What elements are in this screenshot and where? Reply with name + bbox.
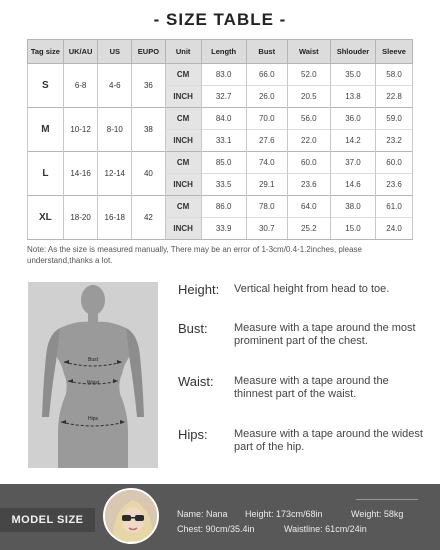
table-row <box>28 64 413 86</box>
waist-description: Measure with a tape around the thinnest part of the waist. <box>234 375 389 400</box>
us-cell: 4-6 <box>98 64 132 108</box>
waist-cell: 20.5 <box>287 86 330 108</box>
model-size-badge: MODEL SIZE <box>0 508 95 532</box>
shoulder-cell: 15.0 <box>330 218 375 240</box>
uk-au-cell: 14-16 <box>63 152 98 196</box>
eu-cell: 40 <box>132 152 166 196</box>
length-cell: 85.0 <box>201 152 246 174</box>
height-guide <box>178 282 418 312</box>
shoulder-cell: 38.0 <box>330 196 375 218</box>
length-cell: 33.1 <box>201 130 246 152</box>
header-us: US <box>98 40 132 64</box>
waist-guide <box>178 374 418 414</box>
height-label: Height: <box>178 282 220 297</box>
header-unit: Unit <box>165 40 201 64</box>
bust-cell: 70.0 <box>246 108 287 130</box>
shoulder-cell: 37.0 <box>330 152 375 174</box>
header-waist: Waist <box>287 40 330 64</box>
table-row <box>28 152 413 174</box>
sleeve-cell: 22.8 <box>376 86 413 108</box>
waist-figure-label: Waist <box>86 380 100 386</box>
unit-cell: CM <box>165 64 201 86</box>
body-silhouette <box>28 282 158 468</box>
us-cell: 8-10 <box>98 108 132 152</box>
length-cell: 32.7 <box>201 86 246 108</box>
shoulder-cell: 14.6 <box>330 174 375 196</box>
hips-label: Hips: <box>178 427 208 442</box>
body-figure-illustration <box>28 282 158 468</box>
length-cell: 84.0 <box>201 108 246 130</box>
header-bust: Bust <box>246 40 287 64</box>
shoulder-cell: 13.8 <box>330 86 375 108</box>
sleeve-cell: 61.0 <box>376 196 413 218</box>
length-cell: 83.0 <box>201 64 246 86</box>
header-eupo: EUPO <box>132 40 166 64</box>
unit-cell: CM <box>165 152 201 174</box>
tag-size-cell: S <box>28 64 64 108</box>
unit-cell: INCH <box>165 86 201 108</box>
bust-cell: 66.0 <box>246 64 287 86</box>
waist-cell: 64.0 <box>287 196 330 218</box>
bust-description: Measure with a tape around the most prominent part of the chest. <box>234 322 416 347</box>
bust-cell: 78.0 <box>246 196 287 218</box>
table-row <box>28 196 413 218</box>
model-name: Name: Nana <box>177 509 228 519</box>
unit-cell: INCH <box>165 218 201 240</box>
uk-au-cell: 10-12 <box>63 108 98 152</box>
waist-cell: 60.0 <box>287 152 330 174</box>
model-height: Height: 173cm/68in <box>245 509 323 519</box>
sleeve-cell: 23.2 <box>376 130 413 152</box>
length-cell: 86.0 <box>201 196 246 218</box>
height-description: Vertical height from head to toe. <box>234 283 390 295</box>
waist-cell: 25.2 <box>287 218 330 240</box>
sleeve-cell: 23.6 <box>376 174 413 196</box>
unit-cell: CM <box>165 108 201 130</box>
sleeve-cell: 60.0 <box>376 152 413 174</box>
hips-figure-label: Hips <box>87 416 99 422</box>
shoulder-cell: 35.0 <box>330 64 375 86</box>
hips-description: Measure with a tape around the widest part of the hip. <box>234 428 423 453</box>
waist-cell: 52.0 <box>287 64 330 86</box>
us-cell: 12-14 <box>98 152 132 196</box>
eu-cell: 36 <box>132 64 166 108</box>
model-weight: Weight: 58kg <box>351 509 404 519</box>
sleeve-cell: 59.0 <box>376 108 413 130</box>
size-table <box>27 39 413 240</box>
model-waistline: Waistline: 61cm/24in <box>284 524 367 534</box>
uk-au-cell: 18-20 <box>63 196 98 240</box>
tag-size-cell: XL <box>28 196 64 240</box>
sleeve-cell: 24.0 <box>376 218 413 240</box>
model-chest: Chest: 90cm/35.4in <box>177 524 255 534</box>
uk-au-cell: 6-8 <box>63 64 98 108</box>
bust-guide <box>178 321 418 361</box>
header-sleeve: Sleeve <box>376 40 413 64</box>
unit-cell: CM <box>165 196 201 218</box>
measurement-note: Note: As the size is measured manually, There may be an error of 1-3cm/0.4-1.2inches, please understand,thanks a lot. <box>27 245 362 265</box>
bust-cell: 27.6 <box>246 130 287 152</box>
waist-cell: 23.6 <box>287 174 330 196</box>
model-avatar <box>103 488 159 544</box>
bust-cell: 74.0 <box>246 152 287 174</box>
header-shoulder: Shlouder <box>330 40 375 64</box>
table-header-row <box>28 40 413 64</box>
waist-cell: 22.0 <box>287 130 330 152</box>
shoulder-cell: 14.2 <box>330 130 375 152</box>
bust-cell: 29.1 <box>246 174 287 196</box>
waist-cell: 56.0 <box>287 108 330 130</box>
decorative-divider <box>356 499 418 500</box>
unit-cell: INCH <box>165 174 201 196</box>
bust-cell: 30.7 <box>246 218 287 240</box>
table-row <box>28 108 413 130</box>
page-title: - SIZE TABLE - <box>153 10 287 29</box>
eu-cell: 42 <box>132 196 166 240</box>
length-cell: 33.5 <box>201 174 246 196</box>
hips-guide <box>178 427 423 467</box>
header-uk-au: UK/AU <box>63 40 98 64</box>
shoulder-cell: 36.0 <box>330 108 375 130</box>
waist-label: Waist: <box>178 374 214 389</box>
bust-cell: 26.0 <box>246 86 287 108</box>
bust-figure-label: Bust <box>87 357 99 363</box>
eu-cell: 38 <box>132 108 166 152</box>
sleeve-cell: 58.0 <box>376 64 413 86</box>
length-cell: 33.9 <box>201 218 246 240</box>
unit-cell: INCH <box>165 130 201 152</box>
tag-size-cell: L <box>28 152 64 196</box>
bust-label: Bust: <box>178 321 208 336</box>
header-tag-size: Tag size <box>28 40 64 64</box>
header-length: Length <box>201 40 246 64</box>
us-cell: 16-18 <box>98 196 132 240</box>
tag-size-cell: M <box>28 108 64 152</box>
